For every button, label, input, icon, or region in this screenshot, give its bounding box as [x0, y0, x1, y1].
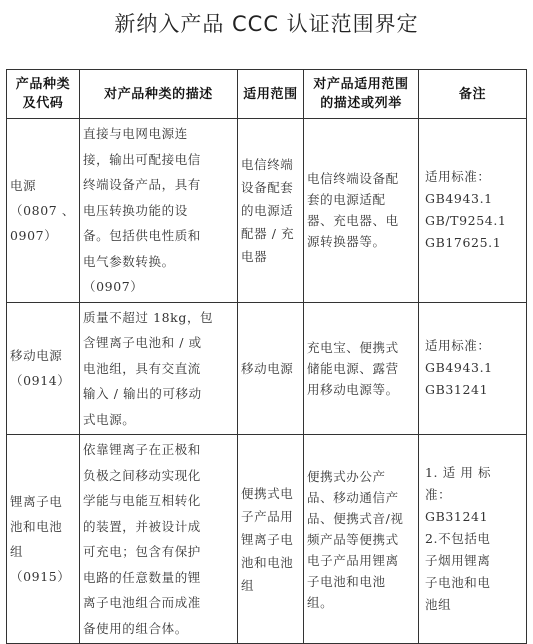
page-title: 新纳入产品 CCC 认证范围界定	[114, 12, 419, 36]
table-row	[7, 302, 527, 435]
table-row	[7, 435, 527, 644]
header-category-description: 对产品种类的描述	[80, 70, 238, 119]
cell-remarks: 1. 适 用 标 准： GB31241 2.不包括电 子烟用锂离 子电池和电 池组	[419, 435, 527, 644]
cell-category-description: 质量不超过 18kg，包 含锂离子电池和 / 或 电池组，具有交直流 输入 / 输出的可移动 式电源。	[80, 302, 238, 435]
cell-scope: 移动电源	[238, 302, 304, 435]
cell-scope: 电信终端 设备配套 的电源适 配器 / 充 电器	[238, 119, 304, 303]
cell-category-code: 电源 （0807 、 0907）	[7, 119, 80, 303]
table-header-row	[7, 70, 527, 119]
cell-category-code: 锂离子电 池和电池 组 （0915）	[7, 435, 80, 644]
header-scope-description: 对产品适用范围 的描述或列举	[304, 70, 419, 119]
cell-scope-description: 充电宝、便携式 储能电源、露营 用移动电源等。	[304, 302, 419, 435]
cell-scope-description: 电信终端设备配 套的电源适配 器、充电器、电 源转换器等。	[304, 119, 419, 303]
table-row	[7, 119, 527, 303]
header-remarks: 备注	[419, 70, 527, 119]
cell-category-code: 移动电源 （0914）	[7, 302, 80, 435]
cell-scope-description: 便携式办公产 品、移动通信产 品、便携式音/视 频产品等便携式 电子产品用锂离 子电池和电池 组。	[304, 435, 419, 644]
header-scope: 适用范围	[238, 70, 304, 119]
cell-remarks: 适用标准： GB4943.1 GB/T9254.1 GB17625.1	[419, 119, 527, 303]
cell-remarks: 适用标准： GB4943.1 GB31241	[419, 302, 527, 435]
cell-category-description: 直接与电网电源连 接，输出可配接电信 终端设备产品，具有 电压转换功能的设 备。包括供电性质和 电气参数转换。 （0907）	[80, 119, 238, 303]
header-category-code: 产品种类 及代码	[7, 70, 80, 119]
ccc-scope-table	[6, 69, 527, 644]
cell-category-description: 依靠锂离子在正极和 负极之间移动实现化 学能与电能互相转化 的装置，并被设计成 可充电；包含有保护 电路的任意数量的锂 离子电池组合而成准 备使用的组合体。	[80, 435, 238, 644]
cell-scope: 便携式电 子产品用 锂离子电 池和电池 组	[238, 435, 304, 644]
